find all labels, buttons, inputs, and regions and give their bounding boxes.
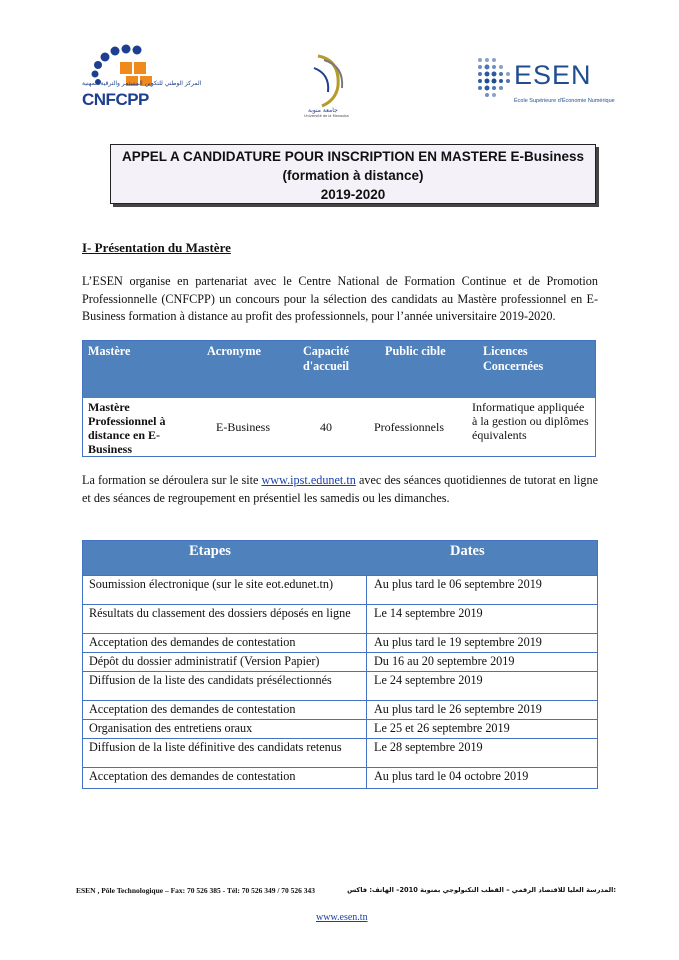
date-cell: Du 16 au 20 septembre 2019: [374, 654, 515, 668]
date-cell: Le 14 septembre 2019: [374, 606, 483, 620]
training-text-end: avec des séances quotidiennes de tutorat en ligne et des séances de regroupement en présentiel les samedis ou les dimanches.: [82, 473, 598, 505]
title-line-3: 2019-2020: [320, 187, 386, 202]
table-row: [83, 768, 597, 788]
announcement-title-box: [110, 144, 596, 204]
esen-dots-graphic: [474, 54, 514, 114]
header-acronyme: Acronyme: [207, 344, 261, 358]
header-licences: Licences Concernées: [483, 344, 544, 373]
training-text-start: La formation se déroulera sur le site: [82, 473, 262, 487]
training-paragraph: [82, 472, 598, 507]
cell-licences: Informatique appliquée à la gestion ou diplômes équivalents: [472, 400, 589, 442]
esen-name: ESEN: [514, 60, 592, 90]
etape-cell: Soumission électronique (sur le site eot.edunet.tn): [89, 577, 334, 591]
intro-paragraph: L’ESEN organise en partenariat avec le Centre National de Formation Continue et de Promotion Professionnelle (CNFCPP) un concours pour la sélection des candidats au Mastère professionnel en E-Business formation à distance au profit des professionnels, pour l’année universitaire 2019-2020.: [82, 274, 598, 323]
etape-cell: Diffusion de la liste des candidats présélectionnés: [89, 673, 332, 687]
etape-cell: Acceptation des demandes de contestation: [89, 635, 296, 649]
date-cell: Le 24 septembre 2019: [374, 673, 483, 687]
ipst-link[interactable]: www.ipst.edunet.tn: [261, 473, 356, 487]
header-capacite: Capacité d'accueil: [303, 344, 350, 373]
header-etapes: Etapes: [189, 543, 231, 559]
university-arabic-name: جامعة منوبة: [308, 107, 338, 114]
table-row: [83, 672, 597, 701]
etape-cell: Acceptation des demandes de contestation: [89, 769, 296, 783]
table-row: [83, 653, 597, 672]
cnfcpp-logo: [82, 44, 202, 118]
etape-cell: Diffusion de la liste définitive des candidats retenus: [89, 740, 342, 754]
cell-capacite: 40: [320, 420, 332, 434]
footer-contact: [76, 886, 616, 895]
university-name: Université de la Manouba: [304, 114, 349, 118]
header-mastere: Mastère: [88, 344, 131, 358]
etape-cell: Résultats du classement des dossiers déposés en ligne: [89, 606, 351, 620]
cnfcpp-name: CNFCPP: [82, 90, 149, 109]
header-public-cible: Public cible: [385, 344, 446, 358]
footer-contact-ar: المدرسة العليا للاقتصاد الرقمي – القطب التكنولوجي بمنوبة 2010– الهاتف: فاكس:: [347, 886, 616, 894]
schedule-table: [82, 540, 598, 789]
date-cell: Au plus tard le 04 octobre 2019: [374, 769, 529, 783]
etape-cell: Organisation des entretiens oraux: [89, 721, 253, 735]
schedule-table-header: [83, 541, 597, 576]
etape-cell: Dépôt du dossier administratif (Version Papier): [89, 654, 320, 668]
table-row: [83, 701, 597, 720]
table-row: [83, 634, 597, 653]
cell-acronyme: E-Business: [216, 420, 270, 434]
section-heading: I- Présentation du Mastère: [82, 240, 231, 255]
footer-contact-fr: ESEN , Pôle Technologique – Fax: 70 526 385 - Tél: 70 526 349 / 70 526 343: [76, 886, 316, 895]
table-row: [83, 576, 597, 605]
master-info-table: [82, 340, 596, 457]
cell-mastere: Mastère Professionnel à distance en E-Business: [88, 400, 166, 456]
master-table-header: [83, 341, 595, 398]
date-cell: Au plus tard le 06 septembre 2019: [374, 577, 542, 591]
table-row: [83, 739, 597, 768]
esen-fullname: École Supérieure d'Économie Numérique: [514, 98, 615, 104]
table-row: [83, 605, 597, 634]
esen-logo: [474, 54, 615, 118]
header-dates: Dates: [450, 543, 485, 559]
website-link[interactable]: www.esen.tn: [316, 912, 368, 923]
date-cell: Le 28 septembre 2019: [374, 740, 483, 754]
university-emblem-icon: [300, 48, 356, 118]
table-row: [83, 720, 597, 739]
title-line-2: (formation à distance): [282, 168, 424, 183]
university-logo: [300, 48, 356, 118]
date-cell: Au plus tard le 19 septembre 2019: [374, 635, 542, 649]
date-cell: Au plus tard le 26 septembre 2019: [374, 702, 542, 716]
cnfcpp-arabic-name: المركز الوطني للتكوين المستمر والترقية المهنية: [82, 80, 202, 87]
etape-cell: Acceptation des demandes de contestation: [89, 702, 296, 716]
title-line-1: APPEL A CANDIDATURE POUR INSCRIPTION EN MASTERE E-Business: [121, 149, 585, 164]
cell-public-cible: Professionnels: [374, 420, 444, 434]
date-cell: Le 25 et 26 septembre 2019: [374, 721, 510, 735]
